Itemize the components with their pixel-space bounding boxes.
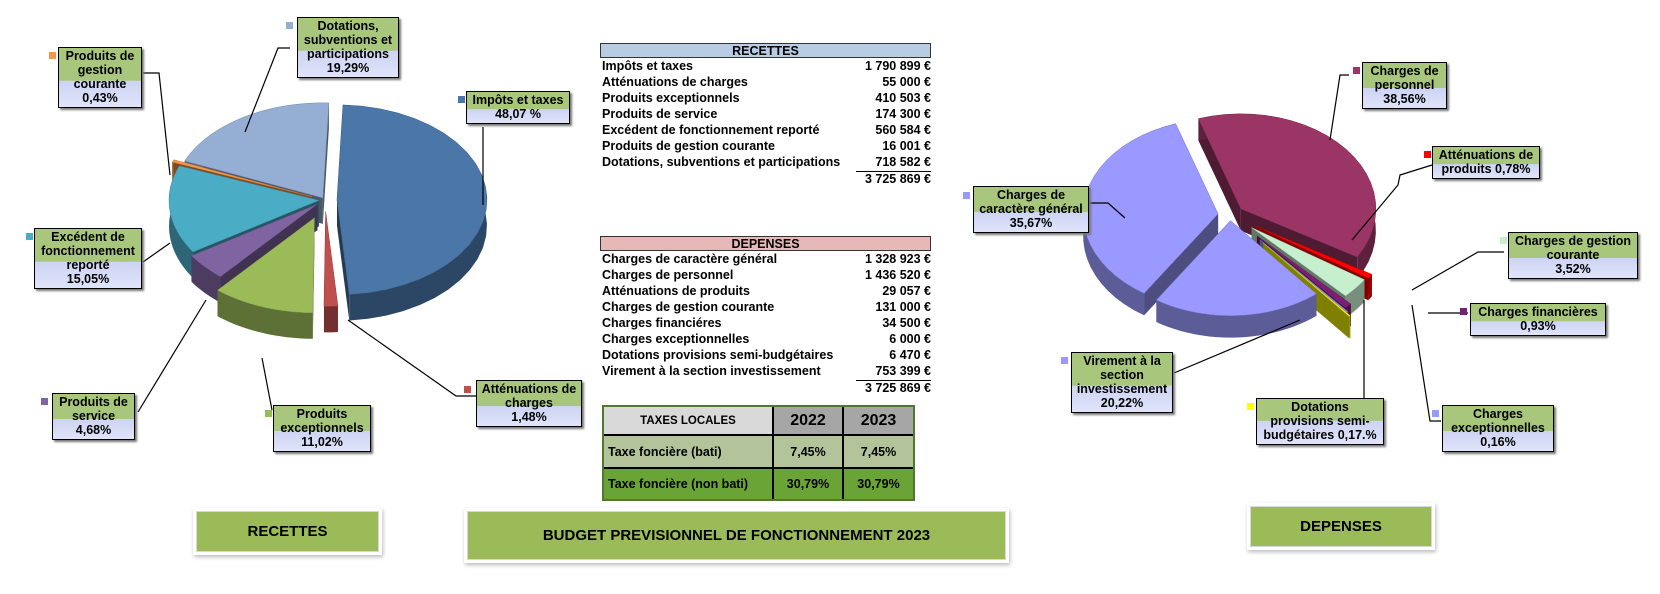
label-attenuations-charges bbox=[476, 380, 582, 427]
table-row-amount: 1 790 899 € bbox=[864, 59, 931, 73]
table-row-amount: 1 436 520 € bbox=[864, 268, 931, 282]
table-row-amount: 34 500 € bbox=[882, 316, 931, 330]
recettes-total: 3 725 869 € bbox=[864, 172, 931, 186]
label-charges-exceptionnelles bbox=[1442, 405, 1554, 452]
table-row-label: Charges financiéres bbox=[602, 316, 722, 330]
table-row-amount: 753 399 € bbox=[875, 364, 931, 378]
table-row-label: Dotations provisions semi-budgétaires bbox=[602, 348, 834, 362]
table-row-amount: 29 057 € bbox=[882, 284, 931, 298]
taxes-header: TAXES LOCALES bbox=[604, 407, 774, 436]
label-pct: 0,43% bbox=[82, 91, 118, 105]
label-pct: 48,07 % bbox=[495, 107, 541, 121]
table-row-label: Dotations, subventions et participations bbox=[602, 155, 841, 169]
label-pct: 11,02% bbox=[301, 435, 343, 449]
taxes-locales-table bbox=[602, 405, 915, 501]
taxes-cell: 7,45% bbox=[844, 436, 913, 469]
table-row-label: Charges de gestion courante bbox=[602, 300, 775, 314]
recettes-table-header: RECETTES bbox=[600, 43, 931, 58]
legend-swatch-produits-service bbox=[41, 398, 48, 405]
label-name: Produits de gestion courante bbox=[65, 49, 135, 91]
table-row-label: Impôts et taxes bbox=[602, 59, 694, 73]
legend-swatch-charges-exceptionnelles bbox=[1432, 410, 1439, 417]
table-row-label: Atténuations de produits bbox=[602, 284, 750, 298]
label-produits-gestion-courante bbox=[58, 47, 142, 108]
label-name: Virement à la section investissement bbox=[1076, 354, 1168, 396]
label-charges-gestion-courante bbox=[1508, 232, 1638, 279]
taxes-cell: 30,79% bbox=[774, 469, 844, 499]
label-virement-investissement bbox=[1071, 352, 1173, 413]
label-pct: 19,29% bbox=[326, 61, 370, 75]
label-name: Atténuations de produits 0,78% bbox=[1438, 148, 1534, 176]
label-charges-caractere-general bbox=[973, 186, 1089, 233]
table-row-label: Charges de personnel bbox=[602, 268, 734, 282]
legend-swatch-attenuations-charges bbox=[464, 386, 471, 393]
table-row-amount: 6 000 € bbox=[889, 332, 931, 346]
label-name: Excédent de fonctionnement reporté bbox=[41, 230, 135, 272]
label-pct: 0,93% bbox=[1520, 319, 1556, 333]
label-pct: 0,16% bbox=[1480, 435, 1516, 449]
table-row-amount: 131 000 € bbox=[875, 300, 931, 314]
label-name: Dotations provisions semi-budgétaires 0,17.% bbox=[1263, 400, 1377, 442]
legend-swatch-dotations bbox=[286, 22, 293, 29]
table-row-amount: 174 300 € bbox=[875, 107, 931, 121]
recettes-table bbox=[600, 43, 931, 189]
table-row-amount: 55 000 € bbox=[882, 75, 931, 89]
label-attenuations-produits bbox=[1432, 146, 1540, 179]
legend-swatch-gestion-courante bbox=[49, 52, 56, 59]
legend-swatch-caractere-general bbox=[963, 192, 970, 199]
legend-swatch-impots bbox=[458, 96, 465, 103]
table-row-amount: 410 503 € bbox=[875, 91, 931, 105]
label-name: Produits de service bbox=[59, 395, 128, 423]
table-row-amount: 16 001 € bbox=[882, 139, 931, 153]
label-dotations-subventions bbox=[297, 17, 399, 78]
legend-swatch-charges-financieres bbox=[1460, 308, 1467, 315]
label-pct: 3,52% bbox=[1555, 262, 1591, 276]
table-row-label: Produits exceptionnels bbox=[602, 91, 740, 105]
label-name: Charges de caractère général bbox=[979, 188, 1083, 216]
table-row-label: Excédent de fonctionnement reporté bbox=[602, 123, 820, 137]
label-pct: 15,05% bbox=[66, 272, 110, 286]
legend-swatch-virement bbox=[1061, 357, 1068, 364]
table-row-amount: 1 328 923 € bbox=[864, 252, 931, 266]
label-name: Impôts et taxes bbox=[472, 93, 564, 107]
taxes-cell: 30,79% bbox=[844, 469, 913, 499]
label-pct: 38,56% bbox=[1383, 92, 1426, 106]
depenses-button[interactable]: DEPENSES bbox=[1250, 506, 1432, 547]
budget-title-button[interactable]: BUDGET PREVISIONNEL DE FONCTIONNEMENT 2023 bbox=[467, 511, 1006, 560]
label-name: Dotations, subventions et participations bbox=[303, 19, 393, 61]
legend-swatch-produits-exceptionnels bbox=[265, 410, 272, 417]
label-charges-financieres bbox=[1470, 303, 1606, 336]
label-pct: 20,22% bbox=[1100, 396, 1144, 410]
table-row-label: Atténuations de charges bbox=[602, 75, 748, 89]
legend-swatch-excedent bbox=[26, 233, 33, 240]
label-name: Charges de gestion courante bbox=[1515, 234, 1631, 262]
depenses-table-header: DEPENSES bbox=[600, 236, 931, 251]
taxes-year-2022: 2022 bbox=[774, 407, 844, 436]
label-impots-et-taxes bbox=[466, 91, 570, 124]
label-name: Atténuations de charges bbox=[481, 382, 577, 410]
label-pct: 1,48% bbox=[511, 410, 547, 424]
label-excedent-fonctionnement bbox=[34, 228, 142, 289]
label-name: Charges exceptionnelles bbox=[1451, 407, 1545, 435]
legend-swatch-charges-gestion-courante bbox=[1500, 237, 1507, 244]
legend-swatch-charges-personnel bbox=[1353, 67, 1360, 74]
legend-swatch-dotations-provisions bbox=[1247, 403, 1254, 410]
depenses-total: 3 725 869 € bbox=[864, 381, 931, 395]
label-produits-exceptionnels bbox=[273, 405, 371, 452]
table-row-amount: 560 584 € bbox=[875, 123, 931, 137]
recettes-button[interactable]: RECETTES bbox=[196, 511, 379, 552]
label-charges-personnel bbox=[1362, 62, 1447, 109]
label-pct: 4,68% bbox=[75, 423, 112, 437]
taxes-cell: 7,45% bbox=[774, 436, 844, 469]
table-row-label: Charges exceptionnelles bbox=[602, 332, 750, 346]
label-produits-de-service bbox=[52, 393, 135, 440]
legend-swatch-attenuations-produits bbox=[1424, 151, 1431, 158]
label-name: Charges financières bbox=[1478, 305, 1598, 319]
taxes-year-2023: 2023 bbox=[844, 407, 913, 436]
depenses-table bbox=[600, 236, 931, 396]
table-row-amount: 6 470 € bbox=[889, 348, 931, 362]
table-row-label: Virement à la section investissement bbox=[602, 364, 821, 378]
table-row-label: Charges de caractère général bbox=[602, 252, 778, 266]
table-row-amount: 718 582 € bbox=[875, 155, 931, 169]
label-pct: 35,67% bbox=[1009, 216, 1053, 230]
table-row-label: Produits de service bbox=[602, 107, 718, 121]
label-name: Charges de personnel bbox=[1370, 64, 1439, 92]
taxes-row-label: Taxe foncière (bati) bbox=[604, 436, 774, 469]
table-row-label: Produits de gestion courante bbox=[602, 139, 775, 153]
label-name: Produits exceptionnels bbox=[280, 407, 364, 435]
taxes-row-label: Taxe foncière (non bati) bbox=[604, 469, 774, 499]
label-dotations-provisions bbox=[1256, 398, 1384, 445]
